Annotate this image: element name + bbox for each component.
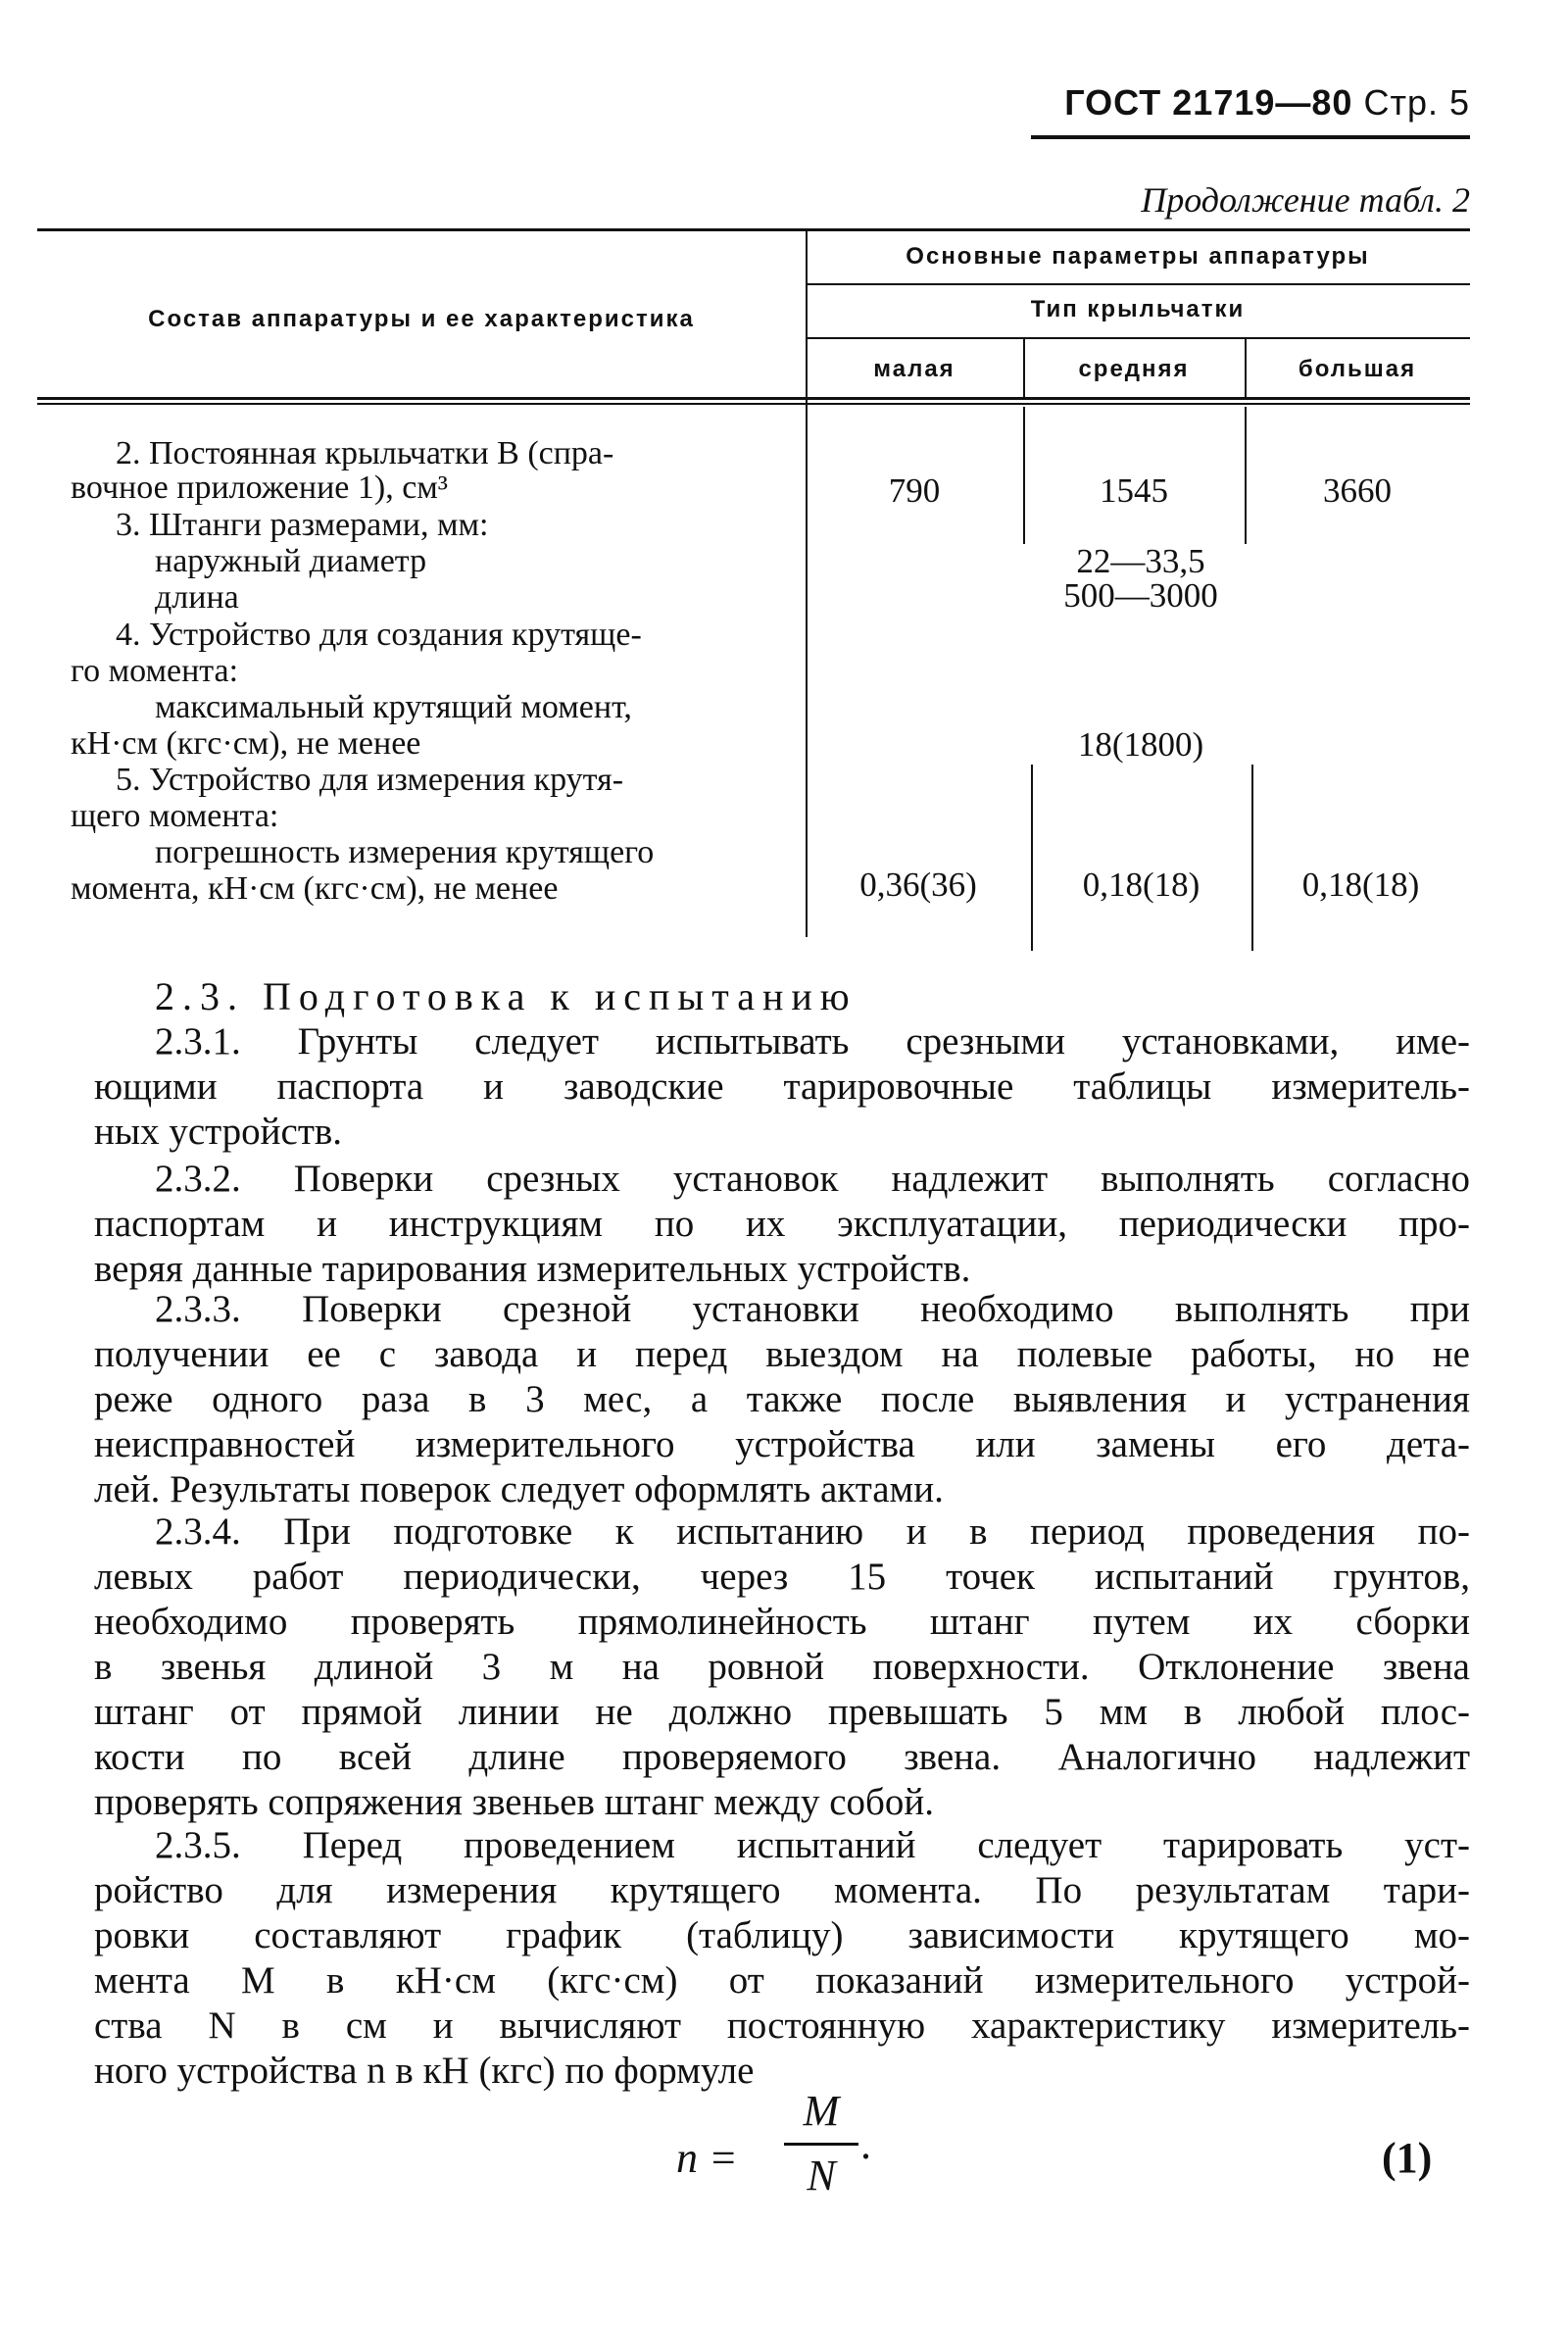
p2-line2: паспортам и инструкциям по их эксплуатации, периодически про- [94, 1203, 1470, 1245]
fraction-bar [784, 2143, 858, 2146]
p1-line3: ных устройств. [94, 1111, 343, 1153]
col-group-header: Основные параметры аппаратуры [906, 243, 1370, 270]
row1-value-small: 790 [888, 471, 941, 510]
p4-line7: проверять сопряжения звеньев штанг между собой. [94, 1781, 934, 1823]
p2-line3: веряя данные тарирования измерительных устройств. [94, 1248, 971, 1290]
paragraph-2-3-2 [94, 1157, 1470, 1292]
formula-denominator: N [807, 2152, 836, 2200]
row4-value-medium: 0,18(18) [1082, 866, 1200, 904]
table-divider-body-1b [1031, 765, 1033, 951]
row2-line2: наружный диаметр [155, 543, 427, 579]
p1-line2: ющими паспорта и заводские тарировочные таблицы измеритель- [94, 1065, 1470, 1108]
row2-value-length: 500—3000 [1063, 576, 1218, 615]
p5-line3: ровки составляют график (таблицу) зависимости крутящего мо- [94, 1914, 1470, 1956]
formula-number: (1) [1382, 2134, 1433, 2182]
paragraph-2-3-3 [94, 1287, 1470, 1512]
p3-line5: лей. Результаты поверок следует оформлять актами. [94, 1468, 944, 1510]
paragraph-2-3-4 [94, 1509, 1470, 1825]
table-divider-body-2b [1251, 765, 1253, 951]
row4-line1: 5. Устройство для измерения крутя- [116, 762, 624, 798]
col-type-medium: средняя [1078, 356, 1190, 382]
table-continuation: Продолжение табл. 2 [1141, 180, 1470, 220]
row4-line3: погрешность измерения крутящего [155, 834, 655, 870]
p4-line5: штанг от прямой линии не должно превышать 5 мм в любой плос- [94, 1691, 1470, 1733]
row1-value-large: 3660 [1323, 471, 1392, 510]
table-divider-main [806, 231, 808, 937]
table-top-rule [37, 228, 1470, 231]
p5-line6: ного устройства n в кН (кгс) по формуле [94, 2050, 755, 2092]
row4-line2: щего момента: [71, 798, 279, 834]
row2-line1: 3. Штанги размерами, мм: [116, 507, 489, 543]
p5-line5: ства N в см и вычисляют постоянную характеристику измеритель- [94, 2004, 1470, 2047]
col-type-small: малая [873, 356, 956, 382]
col-type-large: большая [1298, 356, 1417, 382]
p4-line6: кости по всей длине проверяемого звена. Аналогично надлежит [94, 1736, 1470, 1778]
row4-line4: момента, кН·см (кгс·см), не менее [71, 870, 559, 907]
row4-value-small: 0,36(36) [859, 866, 977, 904]
table-header-bottom-rule [37, 397, 1470, 400]
header-rule [1031, 135, 1470, 139]
paragraph-2-3-5 [94, 1823, 1470, 2094]
row3-line2: го момента: [71, 653, 239, 689]
table-header-bottom-rule-2 [37, 403, 1470, 405]
row3-line3: максимальный крутящий момент, [155, 689, 632, 725]
standard-number: ГОСТ 21719—80 [1064, 82, 1353, 123]
formula-period: . [860, 2120, 871, 2168]
row1-line1: 2. Постоянная крыльчатки В (спра- [116, 435, 614, 471]
row4-value-large: 0,18(18) [1301, 866, 1420, 904]
p4-line2: левых работ периодически, через 15 точек испытаний грунтов, [94, 1556, 1470, 1598]
table-header-rule-1 [806, 283, 1470, 285]
p5-line2: ройство для измерения крутящего момента. По результатам тари- [94, 1869, 1470, 1911]
row1-value-medium: 1545 [1100, 471, 1168, 510]
p4-line3: необходимо проверять прямолинейность штанг путем их сборки [94, 1601, 1470, 1643]
page-number: Стр. 5 [1363, 82, 1470, 123]
p1-line1: 2.3.1. Грунты следует испытывать срезными установками, име- [155, 1020, 1470, 1063]
table-header-rule-2 [806, 337, 1470, 339]
p5-line4: мента М в кН·см (кгс·см) от показаний измерительного устрой- [94, 1959, 1470, 2002]
p4-line1: 2.3.4. При подготовке к испытанию и в период проведения по- [155, 1510, 1470, 1553]
page-header [1064, 82, 1470, 124]
paragraph-2-3-1 [94, 1019, 1470, 1155]
col-subgroup-header: Тип крыльчатки [1030, 296, 1246, 322]
formula-numerator: M [803, 2087, 840, 2135]
p2-line1: 2.3.2. Поверки срезных установок надлежит выполнять согласно [155, 1158, 1470, 1200]
section-title: 2.3. Подготовка к испытанию [155, 974, 858, 1018]
p4-line4: в звенья длиной 3 м на ровной поверхности. Отклонение звена [94, 1646, 1470, 1688]
col-composition-header: Состав аппаратуры и ее характеристика [148, 306, 695, 332]
row3-line4: кН·см (кгс·см), не менее [71, 725, 421, 762]
p3-line1: 2.3.3. Поверки срезной установки необходимо выполнять при [155, 1288, 1470, 1330]
p3-line2: получении ее с завода и перед выездом на полевые работы, но не [94, 1333, 1470, 1375]
p5-line1: 2.3.5. Перед проведением испытаний следует тарировать уст- [155, 1824, 1470, 1866]
formula-lhs: n = [676, 2134, 738, 2182]
row2-line3: длина [155, 579, 239, 616]
row1-line2: вочное приложение 1), см³ [71, 470, 448, 506]
row3-line1: 4. Устройство для создания крутяще- [116, 617, 642, 653]
row2-value-diameter: 22—33,5 [1076, 542, 1205, 580]
p3-line3: реже одного раза в 3 мес, а также после выявления и устранения [94, 1378, 1470, 1420]
row3-value: 18(1800) [1077, 725, 1204, 764]
p3-line4: неисправностей измерительного устройства или замены его дета- [94, 1423, 1470, 1465]
